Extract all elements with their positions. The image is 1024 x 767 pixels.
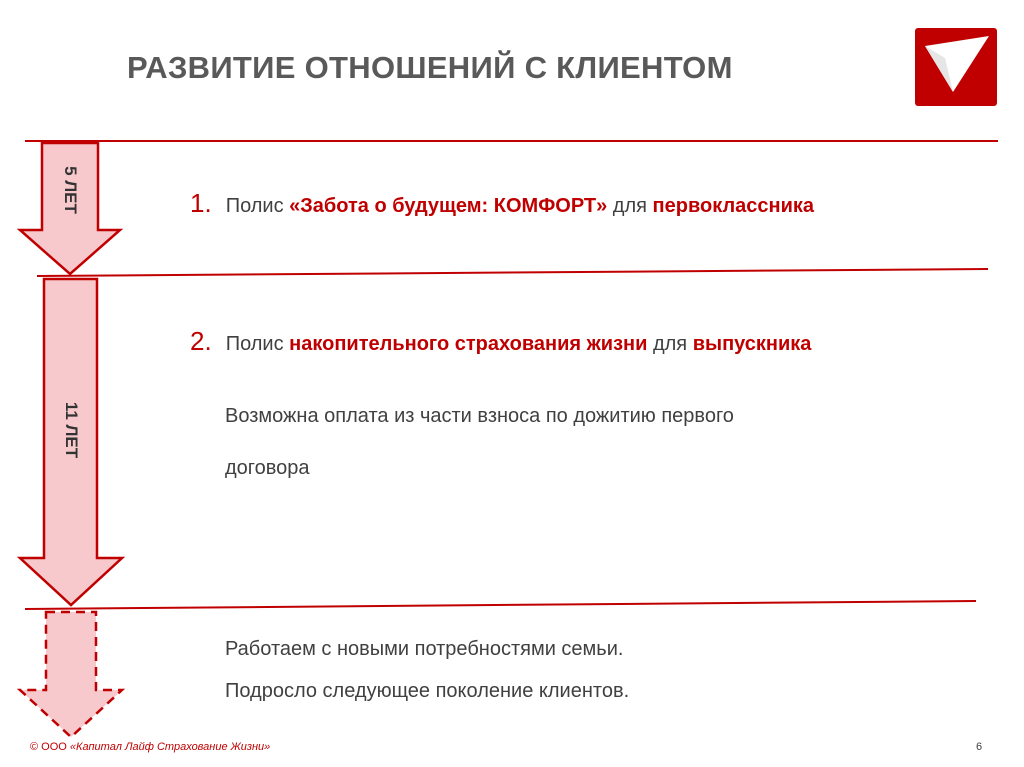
copyright-symbol: © ООО (30, 741, 70, 753)
item-2-note (225, 390, 734, 494)
item-1-target: первоклассника (652, 195, 815, 217)
item-2-mid: для (647, 333, 693, 355)
item-2-note-line-1: Возможна оплата из части взноса по дожитию первого (225, 405, 734, 427)
arrow-label-5-years: 5 ЛЕТ (61, 166, 80, 214)
divider-line-2 (37, 269, 988, 276)
item-2-note-line-2: договора (225, 457, 310, 479)
slide-title: РАЗВИТИЕ ОТНОШЕНИЙ С КЛИЕНТОМ (127, 50, 733, 85)
divider-line-3 (25, 601, 976, 609)
item-2-number: 2. (190, 326, 212, 356)
item-2-prefix: Полис (225, 333, 290, 355)
item-3 (225, 628, 629, 712)
item-1 (190, 188, 814, 219)
item-1-mid: для (607, 195, 653, 217)
arrow-future-dashed (20, 612, 122, 737)
item-1-number: 1. (190, 188, 212, 218)
item-3-line-2: Подросло следующее поколение клиентов. (225, 680, 630, 702)
arrow-label-11-years: 11 ЛЕТ (62, 401, 81, 459)
item-2-product: накопительного страхования жизни (289, 333, 648, 355)
footer-copyright (30, 741, 270, 753)
item-3-line-1: Работаем с новыми потребностями семьи. (225, 638, 624, 660)
item-1-product: «Забота о будущем: КОМФОРТ» (289, 195, 608, 217)
item-2-target: выпускника (692, 333, 812, 355)
item-1-prefix: Полис (225, 195, 290, 217)
company-name: «Капитал Лайф Страхование Жизни» (69, 741, 271, 753)
item-2 (190, 326, 811, 357)
page-number: 6 (976, 741, 983, 753)
